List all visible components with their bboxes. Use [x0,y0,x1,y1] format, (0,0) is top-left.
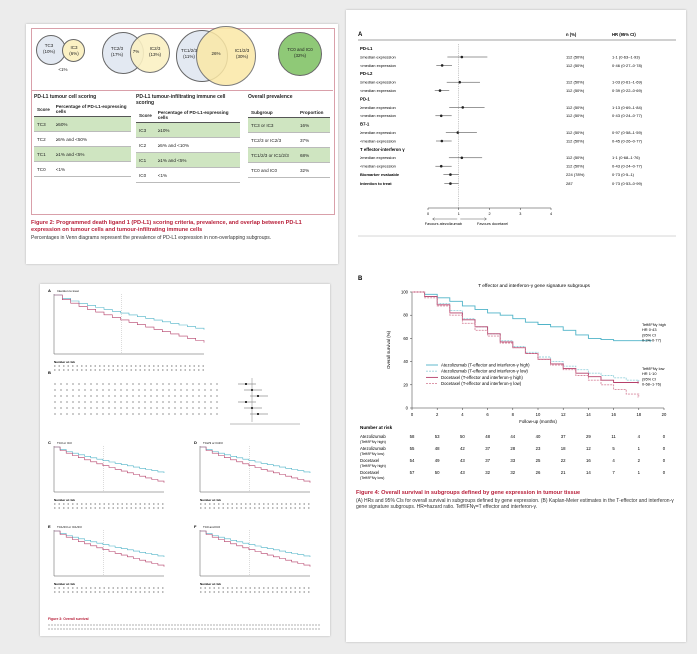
forest-row-label: ≥median expression [360,104,396,110]
table-header-2: Percentage of PD-L1-expressing cells [155,108,240,123]
risk-row-label: Atezolizumab [360,434,386,439]
risk-value: 18 [560,446,566,451]
forest-row-n: 224 (78%) [566,172,585,177]
km-x-tick-label: 14 [586,412,591,417]
risk-value: 22 [560,458,566,463]
col-n-header: n (%) [566,32,577,37]
risk-label: Number at risk [54,360,76,364]
km-x-tick-label: 10 [535,412,541,417]
risk-value: 37 [485,458,490,463]
panel-title: Intention to treat [57,289,79,293]
risk-value: 43 [460,470,465,475]
forest-row-label: <median expression [360,62,396,68]
table-cell: TC2/3 or IC2/3 [248,133,297,148]
forest-row-hr: 0·43 (0·24–0·77) [612,113,643,119]
forest-row-label: Intention to treat [360,181,392,186]
km-x-tick-label: 6 [486,412,489,417]
forest-row-n: 112 (50%) [566,62,585,68]
km-annot-high: HR 0·43 [642,327,657,333]
table-cell: IC1 [136,153,155,168]
forest-estimate-dot [440,165,443,168]
risk-value: 28 [510,446,516,451]
table-row [248,163,330,178]
km-x-tick-label: 4 [461,412,464,417]
km-y-label: Overall survival (%) [386,330,391,370]
risk-value: 57 [409,470,415,475]
forest-row-hr: 1·1 (0·63–1·93) [612,54,640,60]
risk-value: 32 [510,470,516,475]
table-cell: ≥5% and <10% [155,138,240,153]
panel-title: TC2/3 or IC2/3 [203,441,223,445]
risk-label: Number at risk [200,498,222,502]
risk-value: 1 [637,470,640,475]
tc-scoring-table [34,94,131,177]
table-cell: TC1 [34,147,53,162]
venn-tc0ic0-label: TC0 and IC0 (32%) [287,47,313,58]
risk-value: 40 [535,434,541,439]
risk-label: Number at risk [200,582,222,586]
table-cell: TC1/2/3 or IC1/2/3 [248,148,297,163]
risk-value: 43 [460,458,465,463]
col-hr-header: HR (95% CI) [612,32,636,37]
favours-right-arrow [460,218,486,221]
table-row [136,123,240,138]
km-curve [200,447,310,483]
km-annot-low: Teff/IFNγ low [642,366,665,371]
risk-value: 50 [460,434,465,439]
km-annot-low: HR 1·10 [642,371,657,377]
table-cell: <1% [155,168,240,183]
table-row [34,147,131,162]
forest-row-label: <median expression [360,113,396,119]
table-cell: ≥1% and <5% [53,147,131,162]
panel-letter: D [194,440,197,445]
table-cell: IC0 [136,168,155,183]
risk-value: 44 [510,434,516,439]
table-header-1: Score [136,108,155,123]
risk-value: 54 [409,458,415,463]
risk-row-label: Docetaxel [360,470,380,475]
forest-row-label: Biomarker evaluable [360,172,400,177]
km-annot-high: (95% CI [642,332,657,338]
forest-estimate [257,413,259,415]
forest-row-n: 112 (50%) [566,138,585,144]
forest-group-label: PD-L1 [360,46,373,51]
forest-estimate-dot [461,157,464,160]
km-x-tick-label: 8 [511,412,514,417]
ic-table-title: PD-L1 tumour-infiltrating immune cell scoring [136,94,226,106]
forest-row-hr: 1·03 (0·61–1·69) [612,79,643,85]
tc-table-title: PD-L1 tumour cell scoring [34,94,97,100]
risk-value: 26 [535,470,541,475]
forest-row-hr: 0·73 (0·53–0·99) [612,181,643,186]
forest-estimate-dot [461,106,464,109]
risk-value: 0 [662,458,666,463]
km-x-tick-label: 12 [560,412,566,417]
forest-estimate [245,383,247,385]
risk-value: 4 [637,434,640,439]
forest-row-n: 112 (50%) [566,79,585,85]
risk-value: 33 [510,458,516,463]
venn-ic23-label: IC2/3 (13%) [148,46,161,57]
table-cell: TC0 and IC0 [248,163,297,178]
panel-title: TC1/2/3 or IC1/2/3 [57,525,82,529]
forest-estimate-dot [441,140,444,143]
risk-row-sublabel: (Teff/IFNγ low) [360,476,385,480]
forest-row-label: ≥median expression [360,130,396,135]
forest-tick-label: 4 [549,212,553,216]
figure-4-panel [346,10,686,642]
risk-value: 42 [460,446,465,451]
risk-value: 48 [485,434,490,439]
km-curve [54,447,164,483]
forest-tick-label: 3 [519,212,522,216]
forest-row-hr: 0·46 (0·27–0·78) [612,62,643,68]
table-cell: 37% [297,133,330,148]
km-annot-high: Teff/IFNγ high [642,322,666,327]
risk-value: 25 [535,458,541,463]
forest-row-hr: 0·39 (0·22–0·69) [612,88,643,93]
table-row [34,162,131,177]
ic-table-grid [136,108,240,183]
forest-estimate-dot [449,173,452,176]
risk-row-sublabel: (Teff/IFNγ low) [360,452,385,456]
forest-estimate-dot [461,56,464,59]
forest-row-hr: 1·1 (0·68–1·76) [612,155,640,161]
risk-value: 37 [560,434,566,439]
risk-row-label: Atezolizumab [360,446,386,451]
prevalence-table [248,94,330,178]
risk-value: 16 [586,458,591,463]
km-title: T effector and interferon-γ gene signature subgroups [478,284,590,289]
table-cell: TC3 or IC3 [248,118,297,133]
forest-estimate [245,401,247,403]
risk-value: 53 [434,434,440,439]
km-x-tick-label: 2 [436,412,439,417]
forest-estimate-dot [441,64,444,67]
table-cell: IC2 [136,138,155,153]
km-curve [54,295,204,330]
km-annot-high: 0·24–0·77) [642,337,662,343]
forest-row-label: ≥median expression [360,54,396,60]
km-y-tick-label: 60 [403,335,408,341]
risk-label: Number at risk [54,582,76,586]
venn-tc123-label: TC1/2/3 (11%) [180,48,197,59]
km-curve [200,531,310,557]
forest-group-label: PD-L2 [360,71,373,77]
forest-row-n: 112 (50%) [566,163,585,169]
km-x-tick-label: 0 [410,412,414,417]
forest-row-label: <median expression [360,138,396,144]
forest-row-n: 112 (50%) [566,130,585,135]
panel-title: TC0 and IC0 [203,525,221,529]
km-curve [54,447,164,473]
venn-ic123-label: IC1/2/3 (30%) [234,48,250,59]
risk-value: 29 [586,434,591,439]
forest-row-n: 112 (50%) [566,155,585,161]
forest-estimate-dot [440,115,443,118]
risk-value: 32 [485,470,490,475]
table-cell: ≥5% and <50% [53,132,131,147]
table-header-1: Subgroup [248,108,297,118]
venn-v2-overlap: 7% [132,49,140,54]
risk-value: 37 [485,446,490,451]
figure-4-graphic [346,10,686,642]
km-legend-label: Atezolizumab (T-effector and interferon-γ low) [441,368,528,374]
panel-title: TC3 or IC3 [57,441,72,445]
risk-value: 2 [637,458,640,463]
risk-value: 48 [434,446,440,451]
panel-b-letter: B [358,276,363,282]
forest-estimate [257,395,259,397]
km-annot-low: (95% CI [642,376,657,382]
table-header-2: Proportion [297,108,330,118]
tc-table-grid [34,102,131,177]
risk-value: 55 [409,446,415,451]
risk-value: 0 [662,470,666,475]
table-cell: 68% [297,148,330,163]
table-cell: TC2 [34,132,53,147]
table-header-2: Percentage of PD-L1-expressing cells [53,102,131,117]
km-curve [54,531,164,567]
venn-v3-overlap: 26% [211,51,221,56]
forest-row-n: 287 [566,181,573,186]
panel-letter: E [48,524,51,529]
prev-table-grid [248,108,330,178]
prev-table-title: Overall prevalence [248,94,293,100]
km-curve [200,531,310,567]
risk-value: 21 [560,470,566,475]
table-cell: IC3 [136,123,155,138]
figure-4-title: Figure 4: Overall survival in subgroups defined by gene expression in tumour tissue [356,490,581,496]
forest-group-label: PD-1 [360,96,370,102]
table-cell: 32% [297,163,330,178]
forest-tick-label: 2 [488,212,491,216]
table-header-1: Score [34,102,53,117]
km-x-tick-label: 18 [636,412,642,417]
km-x-tick-label: 16 [611,412,616,417]
forest-row-label: ≥median expression [360,79,396,85]
risk-row-sublabel: (Teff/IFNγ high) [360,440,386,444]
figure-2-caption: Percentages in Venn diagrams represent the prevalence of PD-L1 expression in non-overlapping subgroups. [31,235,272,241]
risk-value: 23 [535,446,541,451]
km-legend-label: Atezolizumab (T-effector and interferon-γ high) [441,362,530,368]
table-cell: TC3 [34,117,53,132]
forest-row-hr: 1·13 (0·69–1·84) [612,104,643,110]
forest-row-n: 112 (50%) [566,104,585,110]
km-legend-label: Docetaxel (T-effector and interferon-γ high) [441,374,523,380]
forest-group-label: T effector-interferon γ [360,146,405,152]
risk-row-sublabel: (Teff/IFNγ high) [360,464,386,468]
risk-value: 50 [434,470,440,475]
favours-right-label: Favours docetaxel [477,222,509,226]
risk-value: 5 [612,446,615,451]
forest-group-label: B7-1 [360,121,370,127]
table-row [136,138,240,153]
figure-3-caption-title: Figure 3: Overall survival [48,617,89,621]
venn-ic3-label: IC3 (6%) [69,45,79,56]
table-row [136,168,240,183]
risk-value: 7 [612,470,615,475]
risk-value: 58 [409,434,415,439]
km-legend-label: Docetaxel (T-effector and interferon-γ low) [441,381,522,387]
forest-tick-label: 0 [426,212,430,216]
table-cell: ≥50% [53,117,131,132]
risk-value: 49 [434,458,440,463]
figure-3-graphic [40,284,330,636]
figure-3-panel [40,284,330,636]
km-x-label: Follow-up (months) [519,419,557,424]
table-row [34,117,131,132]
risk-title: Number at risk [360,425,393,430]
favours-left-arrow [433,218,458,221]
venn-tc23-label: TC2/3 (17%) [110,46,124,57]
table-row [248,118,330,133]
table-cell: ≥10% [155,123,240,138]
risk-value: 11 [611,434,616,439]
panel-letter: A [48,288,51,293]
km-y-tick-label: 40 [403,359,408,365]
risk-value: 1 [637,446,640,451]
table-cell: <1% [53,162,131,177]
risk-label: Number at risk [54,498,76,502]
km-curve-1 [412,292,651,341]
km-y-tick-label: 80 [403,312,408,318]
forest-estimate-dot [449,182,452,185]
venn-tc3-label: TC3 (10%) [42,43,55,54]
table-cell: TC0 [34,162,53,177]
figure-2-title: Figure 2: Programmed death ligand 1 (PD-L1) scoring criteria, prevalence, and overlap between PD-L1 expression on tumour cells and tumour-infiltrating immune cells [31,220,302,233]
panel-letter: C [48,440,51,445]
forest-row-hr: 0·97 (0·58–1·59) [612,130,643,135]
table-row [136,153,240,168]
forest-row-hr: 0·43 (0·24–0·77) [612,163,643,169]
forest-estimate-dot [439,89,442,92]
table-cell: ≥1% and <5% [155,153,240,168]
table-divider-line [31,90,333,91]
km-x-tick-label: 20 [661,412,667,417]
km-y-tick-label: 20 [403,382,408,388]
risk-value: 0 [662,434,666,439]
forest-row-label: ≥median expression [360,155,396,161]
table-row [248,133,330,148]
panel-letter: F [194,524,197,529]
favours-left-label: Favours atezolizumab [424,222,462,226]
km-curve [54,295,204,343]
panel-a-letter: A [358,32,363,38]
table-row [248,148,330,163]
km-curve [54,531,164,557]
figure-4-caption: (A) HRs and 95% CIs for overall survival in subgroups defined by gene expression. (B) Kaplan-Meier estimates in the T-effector and interferon-γ gene signature subgroups. HR=hazard ratio. Teff/IFNγ=T effector and interferon-γ. [356,498,674,510]
panel-letter: B [48,370,51,375]
forest-row-label: <median expression [360,163,396,169]
forest-tick-label: 1 [457,212,460,216]
forest-row-hr: 0·73 (0·5–1) [612,172,635,177]
forest-row-n: 112 (50%) [566,54,585,60]
risk-value: 4 [612,458,615,463]
km-annot-low: 0·68–1·76) [642,381,662,387]
risk-value: 0 [662,446,666,451]
risk-value: 12 [586,446,591,451]
figure-2-panel [26,24,338,264]
km-y-tick-label: 100 [401,289,408,295]
km-curve [200,447,310,473]
table-cell: 16% [297,118,330,133]
risk-row-label: Docetaxel [360,458,380,463]
forest-row-label: <median expression [360,88,396,93]
risk-value: 14 [586,470,591,475]
forest-row-hr: 0·45 (0·26–0·77) [612,138,643,144]
forest-row-n: 112 (50%) [566,113,585,119]
ic-scoring-table [136,94,240,183]
venn-v1-overlap: <1% [58,67,68,72]
forest-row-n: 112 (50%) [566,88,585,93]
km-y-tick-label: 0 [405,405,408,411]
table-row [34,132,131,147]
